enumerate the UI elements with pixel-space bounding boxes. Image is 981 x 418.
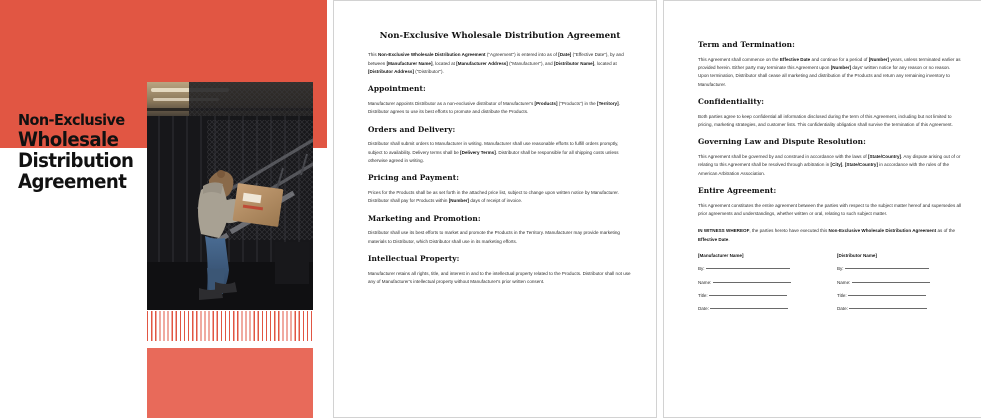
section-body-orders-and-delivery: Distributor shall submit orders to Manufacturer in writing. Manufacturer shall use reasonable efforts to fulfill orders promptly, subject to availability. Delivery terms shall be [Delivery Terms]. Distributor shall be responsible for all shipping costs unless otherwise agreed in writing.: [368, 141, 619, 163]
signature-party-distributor: [Distributor Name]: [837, 252, 877, 258]
signature-rule: [706, 268, 790, 269]
signature-rule: [710, 308, 788, 309]
signature-rule: [849, 308, 927, 309]
signature-label-by-manufacturer: By:: [698, 266, 705, 272]
section-heading-entire-agreement: Entire Agreement:: [698, 186, 777, 196]
cover-title: [18, 113, 146, 191]
content-page-2[interactable]: [333, 0, 657, 418]
signature-rule: [852, 282, 930, 283]
signature-label-title-distributor: Title:: [837, 293, 847, 299]
section-heading-appointment: Appointment:: [368, 84, 426, 94]
section-body-entire-agreement: This Agreement constitutes the entire agreement between the parties with respect to the subject matter hereof and supersedes all prior agreements and understandings, whether written or oral, relating to such subject matter.: [698, 202, 962, 217]
signature-party-manufacturer: [Manufacturer Name]: [698, 252, 744, 258]
signature-field-title-distributor[interactable]: [837, 293, 962, 299]
signature-field-title-manufacturer[interactable]: [698, 293, 823, 299]
cover-title-line-2: Wholesale: [18, 127, 119, 151]
section-body-governing-law: This Agreement shall be governed by and construed in accordance with the laws of [State/Country]. Any dispute arising out of or relating to this Agreement shall be resolved through arbitration in [City], [State/Country] in accordance with the rules of the American Arbitration Association.: [698, 154, 961, 176]
section-body-appointment: Manufacturer appoints Distributor as a non-exclusive distributor of Manufacturer's [Products] ("Products") in the [Territory]. Distributor agrees to use its best efforts to promote and distribute the Products.: [368, 100, 620, 115]
signature-field-name-distributor[interactable]: [837, 280, 962, 286]
page-title: Non-Exclusive Wholesale Distribution Agreement: [379, 31, 621, 41]
signature-rule: [713, 282, 791, 283]
cover-title-line-1: Non-Exclusive: [18, 111, 125, 129]
signature-field-date-manufacturer[interactable]: [698, 306, 823, 312]
signature-label-date-manufacturer: Date:: [698, 306, 709, 312]
cover-bottom-color-block: [147, 348, 313, 418]
signature-rule: [845, 268, 929, 269]
section-body-intellectual-property: Manufacturer retains all rights, title, and interest in and to the intellectual property related to the Products. Distributor shall not use any of Manufacturer's intellectual property without Manufacturer's prior written consent.: [368, 270, 631, 285]
signature-label-name-distributor: Name:: [837, 279, 851, 285]
cover-photo: [147, 82, 313, 310]
section-body-confidentiality: Both parties agree to keep confidential all information disclosed during the term of this Agreement, including but not limited to pricing, marketing strategies, and customer lists. This confidentiality obligation shall survive the termination of this Agreement.: [698, 113, 953, 128]
section-body-term-and-termination: This Agreement shall commence on the Effective Date and continue for a period of [Number] years, unless terminated earlier as provided herein. Either party may terminate this Agreement upon [Number] days' written notice for any reason or no reason. Upon termination, Distributor shall cease all marketing and distribution of the Products and return any remaining inventory to Manufacturer.: [698, 56, 961, 87]
signature-label-by-distributor: By:: [837, 266, 844, 272]
section-heading-pricing-and-payment: Pricing and Payment:: [368, 173, 460, 183]
cover-title-line-4: Agreement: [18, 169, 127, 193]
signature-field-name-manufacturer[interactable]: [698, 280, 823, 286]
signature-rule: [709, 295, 787, 296]
section-heading-marketing-and-promotion: Marketing and Promotion:: [368, 213, 481, 223]
section-body-pricing-and-payment: Prices for the Products shall be as set forth in the attached price list, subject to change upon written notice by Manufacturer. Distributor shall pay for Products within [Number] days of receipt of invoice.: [368, 190, 620, 204]
witness-paragraph: IN WITNESS WHEREOF, the parties hereto have executed this Non-Exclusive Wholesale Distribution Agreement as of the Effective Date.: [698, 228, 956, 242]
section-heading-term-and-termination: Term and Termination:: [698, 40, 795, 49]
cover-title-line-3: Distribution: [18, 148, 134, 172]
section-body-marketing-and-promotion: Distributor shall use its best efforts to market and promote the Products in the Territory. Manufacturer may provide marketing materials to Distributor, which Distributor shall use in its marketing efforts.: [368, 230, 620, 244]
signature-field-by-distributor[interactable]: [837, 266, 962, 272]
intro-paragraph: This Non-Exclusive Wholesale Distribution Agreement ("Agreement") is entered into as of [Date] ("Effective Date"), by and between [Manufacturer Name], located at [Manufacturer Address] ("Manufacturer"), and [Distributor Name], located at [Distributor Address] ("Distributor").: [368, 52, 624, 74]
signature-field-by-manufacturer[interactable]: [698, 266, 823, 272]
cover-stripe-pattern: [147, 311, 313, 341]
signature-label-title-manufacturer: Title:: [698, 293, 708, 299]
signature-label-date-distributor: Date:: [837, 306, 848, 312]
section-heading-orders-and-delivery: Orders and Delivery:: [368, 124, 456, 134]
section-heading-governing-law: Governing Law and Dispute Resolution:: [698, 137, 866, 147]
section-heading-intellectual-property: Intellectual Property:: [368, 254, 460, 263]
signature-rule: [848, 295, 926, 296]
signature-block: [698, 253, 962, 320]
cover-page[interactable]: [0, 0, 327, 418]
signature-column-distributor: [837, 253, 962, 320]
content-page-3[interactable]: [663, 0, 981, 418]
section-heading-confidentiality: Confidentiality:: [698, 96, 765, 106]
signature-field-date-distributor[interactable]: [837, 306, 962, 312]
signature-label-name-manufacturer: Name:: [698, 279, 712, 285]
signature-column-manufacturer: [698, 253, 823, 320]
